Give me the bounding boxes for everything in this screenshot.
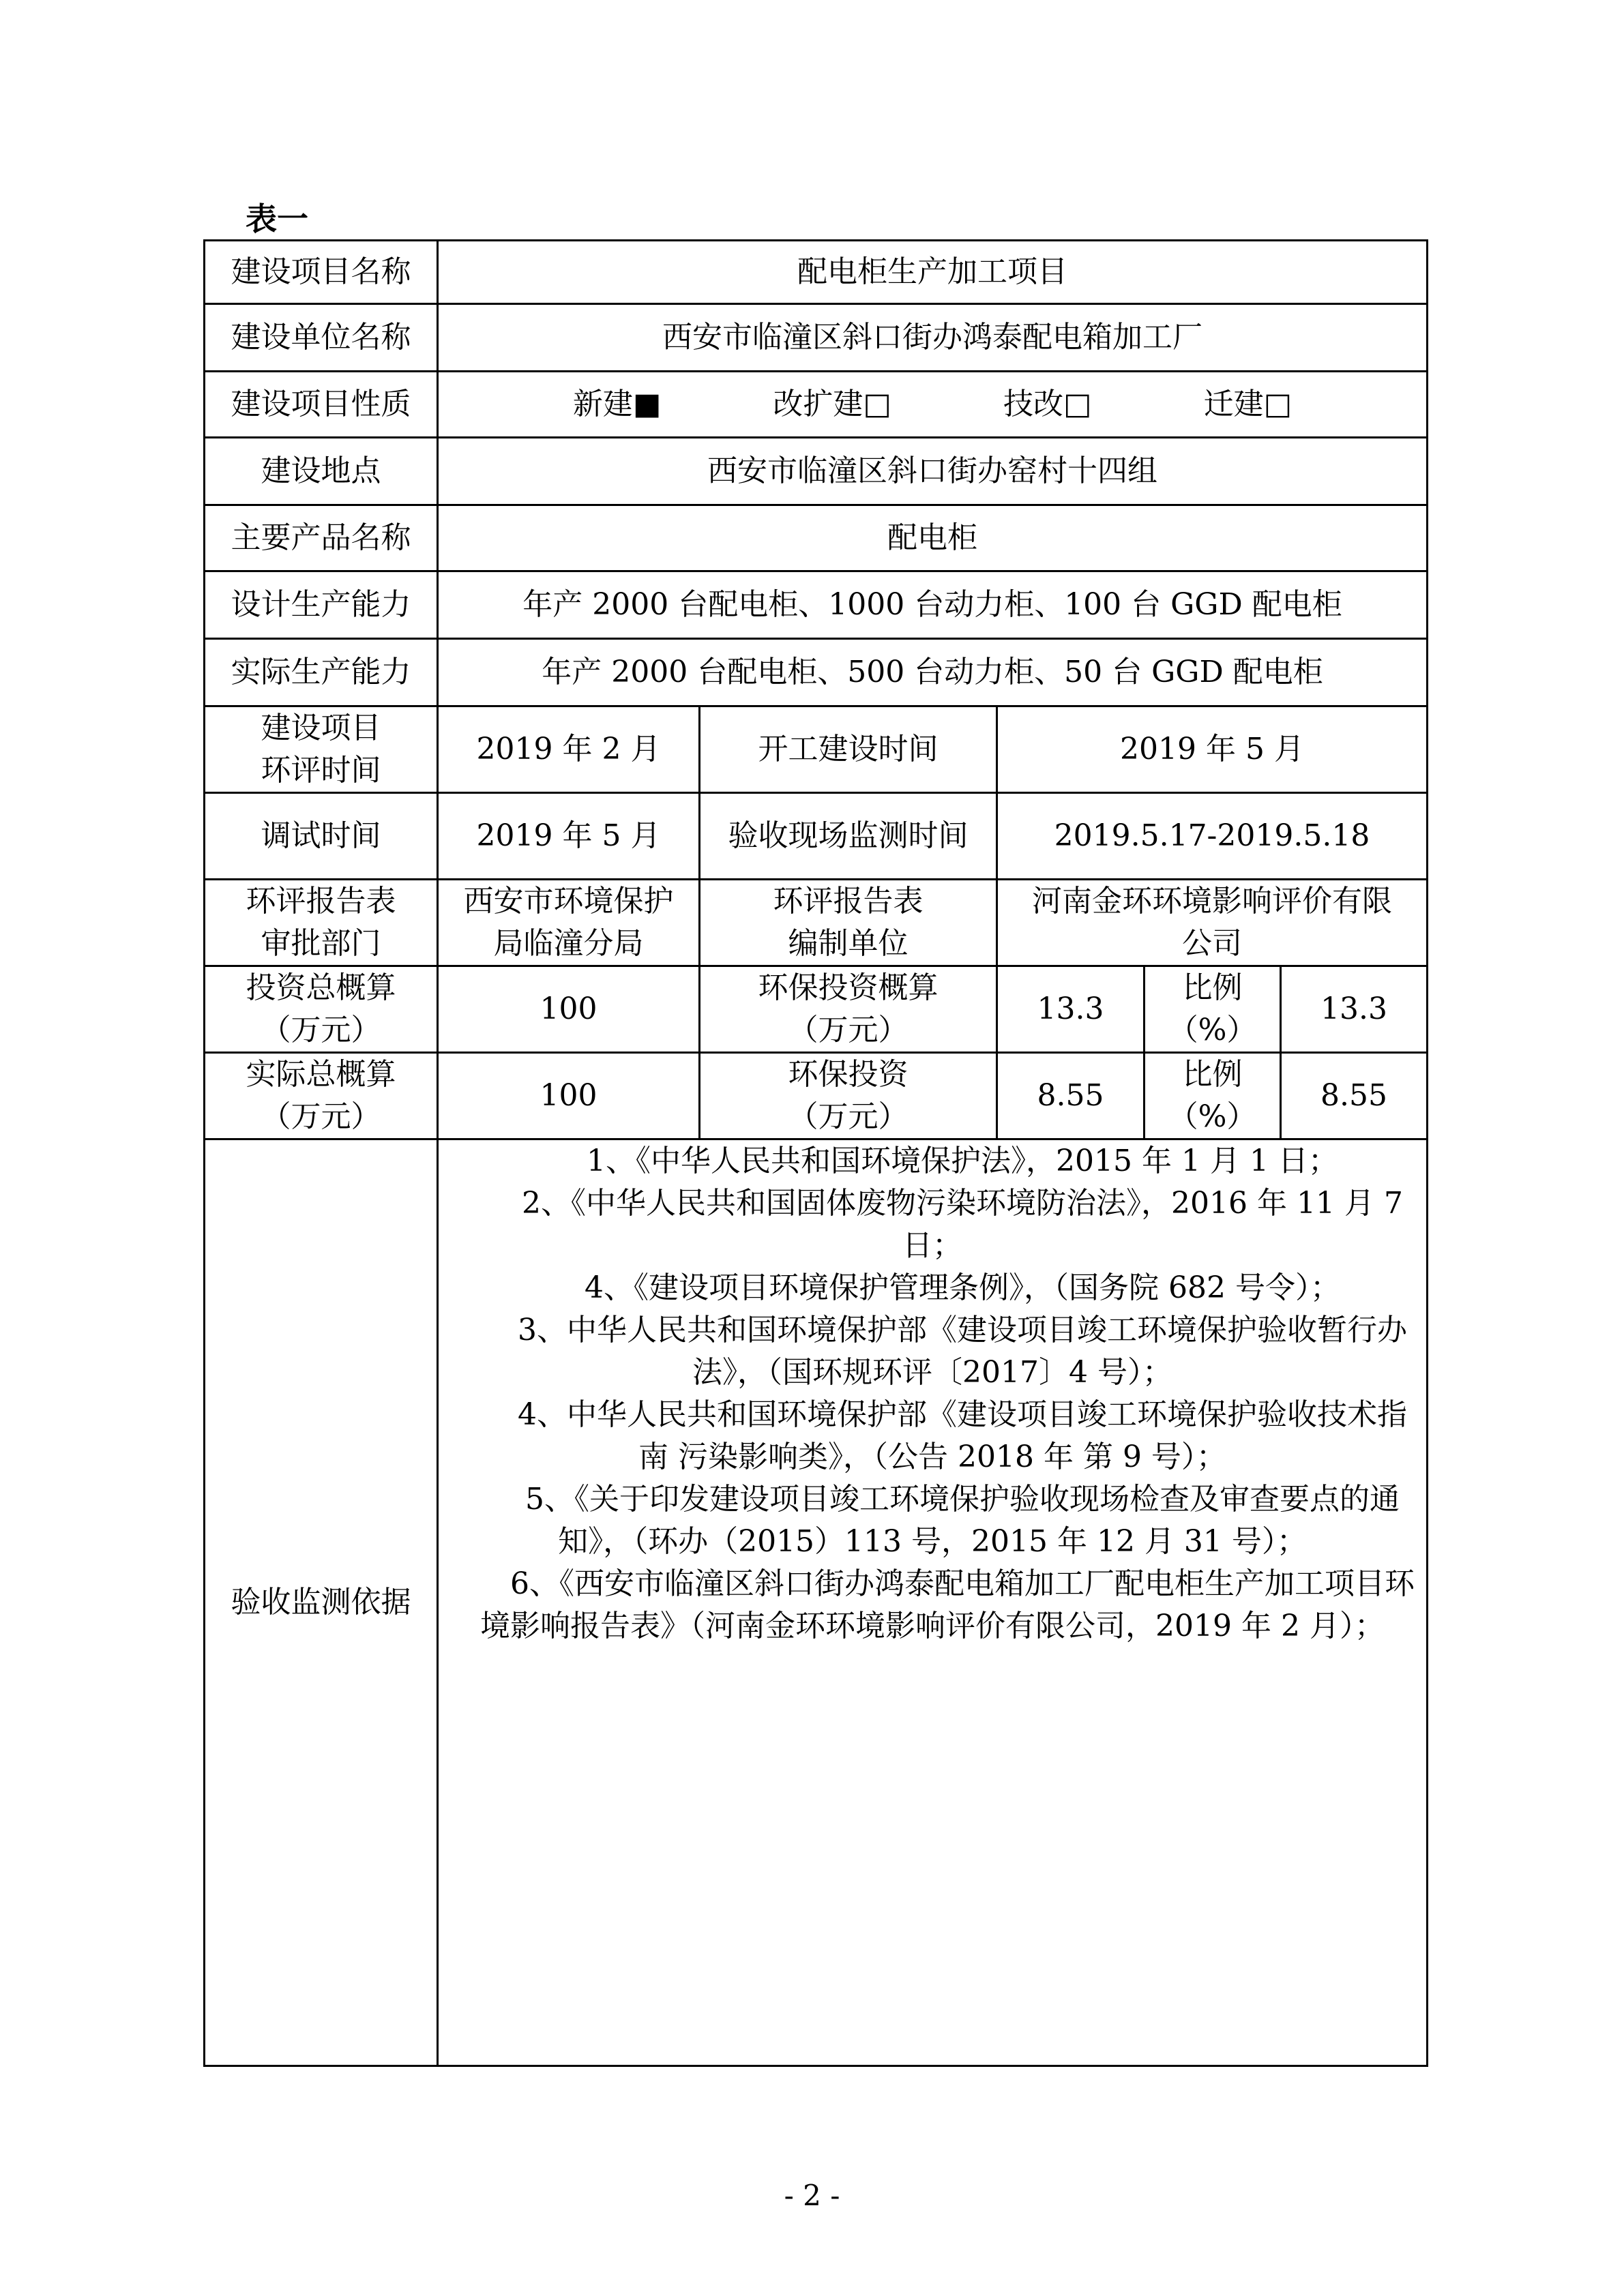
- row-location: [205, 438, 1428, 505]
- basis-item: 1、《中华人民共和国环境保护法》，2015 年 1 月 1 日；: [587, 1144, 1338, 1178]
- value-report-preparer: 河南金环环境影响评价有限 公司: [997, 880, 1428, 966]
- row-nature: [205, 372, 1428, 438]
- row-monitoring-basis: [205, 1139, 1428, 2066]
- value-nature: [438, 372, 1428, 438]
- row-total-budget: [205, 966, 1428, 1053]
- label-env-budget: 环保投资概算 （万元）: [700, 966, 997, 1053]
- value-actual-ratio: 8.55: [1281, 1053, 1428, 1139]
- basis-item: 2、《中华人民共和国固体废物污染环境防治法》，2016 年 11 月 7 日；: [522, 1186, 1403, 1263]
- value-budget-ratio: 13.3: [1281, 966, 1428, 1053]
- label-actual-capacity: 实际生产能力: [205, 639, 438, 706]
- label-approval-dept: 环评报告表 审批部门: [205, 880, 438, 966]
- row-debug-time: [205, 793, 1428, 880]
- label-location: 建设地点: [205, 438, 438, 505]
- value-actual-capacity: 年产 2000 台配电柜、500 台动力柜、50 台 GGD 配电柜: [438, 639, 1428, 706]
- option-tech: 技改□: [1003, 387, 1092, 421]
- label-debug-time: 调试时间: [205, 793, 438, 880]
- value-total-budget: 100: [438, 966, 700, 1053]
- label-budget-ratio: 比例 （%）: [1145, 966, 1281, 1053]
- project-info-table: [203, 239, 1428, 2067]
- row-product: [205, 505, 1428, 571]
- label-actual-budget: 实际总概算 （万元）: [205, 1053, 438, 1139]
- label-eia-time: 建设项目 环评时间: [205, 706, 438, 793]
- value-project-name: 配电柜生产加工项目: [438, 241, 1428, 304]
- value-actual-budget: 100: [438, 1053, 700, 1139]
- label-monitoring-basis: 验收监测依据: [205, 1139, 438, 2066]
- option-relocate: 迁建□: [1203, 387, 1293, 421]
- value-approval-dept: 西安市环境保护 局临潼分局: [438, 880, 700, 966]
- value-monitoring-time: 2019.5.17-2019.5.18: [997, 793, 1428, 880]
- label-project-name: 建设项目名称: [205, 241, 438, 304]
- value-product: 配电柜: [438, 505, 1428, 571]
- label-env-investment: 环保投资 （万元）: [700, 1053, 997, 1139]
- option-new: 新建■: [572, 387, 662, 421]
- label-design-capacity: 设计生产能力: [205, 571, 438, 639]
- row-design-capacity: [205, 571, 1428, 639]
- value-unit-name: 西安市临潼区斜口街办鸿泰配电箱加工厂: [438, 304, 1428, 372]
- row-project-name: [205, 241, 1428, 304]
- label-report-preparer: 环评报告表 编制单位: [700, 880, 997, 966]
- basis-item: 4、中华人民共和国环境保护部《建设项目竣工环境保护验收技术指南 污染影响类》，（公告 2018 年 第 9 号）；: [518, 1397, 1407, 1474]
- value-design-capacity: 年产 2000 台配电柜、1000 台动力柜、100 台 GGD 配电柜: [438, 571, 1428, 639]
- row-actual-capacity: [205, 639, 1428, 706]
- row-actual-budget: [205, 1053, 1428, 1139]
- label-total-budget: 投资总概算 （万元）: [205, 966, 438, 1053]
- value-construction-start: 2019 年 5 月: [997, 706, 1428, 793]
- row-unit-name: [205, 304, 1428, 372]
- table-title: 表一: [246, 200, 308, 237]
- label-product: 主要产品名称: [205, 505, 438, 571]
- value-eia-time: 2019 年 2 月: [438, 706, 700, 793]
- label-unit-name: 建设单位名称: [205, 304, 438, 372]
- label-actual-ratio: 比例 （%）: [1145, 1053, 1281, 1139]
- basis-item: 5、《关于印发建设项目竣工环境保护验收现场检查及审查要点的通知》，（环办（2015）113 号，2015 年 12 月 31 号）；: [525, 1482, 1400, 1559]
- label-construction-start: 开工建设时间: [700, 706, 997, 793]
- label-nature: 建设项目性质: [205, 372, 438, 438]
- basis-item: 4、《建设项目环境保护管理条例》，（国务院 682 号令）；: [585, 1270, 1340, 1305]
- row-eia-time: [205, 706, 1428, 793]
- value-env-budget: 13.3: [997, 966, 1145, 1053]
- page-number: - 2 -: [784, 2179, 840, 2212]
- basis-item: 3、中华人民共和国环境保护部《建设项目竣工环境保护验收暂行办法》，（国环规环评〔2017〕4 号）；: [518, 1313, 1407, 1390]
- basis-item: 6、《西安市临潼区斜口街办鸿泰配电箱加工厂配电柜生产加工项目环境影响报告表》（河南金环环境影响评价有限公司，2019 年 2 月）；: [480, 1566, 1415, 1643]
- value-debug-time: 2019 年 5 月: [438, 793, 700, 880]
- value-env-investment: 8.55: [997, 1053, 1145, 1139]
- row-approval: [205, 880, 1428, 966]
- label-monitoring-time: 验收现场监测时间: [700, 793, 997, 880]
- option-expand: 改扩建□: [773, 387, 891, 421]
- value-location: 西安市临潼区斜口街办窑村十四组: [438, 438, 1428, 505]
- monitoring-basis-list: [438, 1139, 1428, 2066]
